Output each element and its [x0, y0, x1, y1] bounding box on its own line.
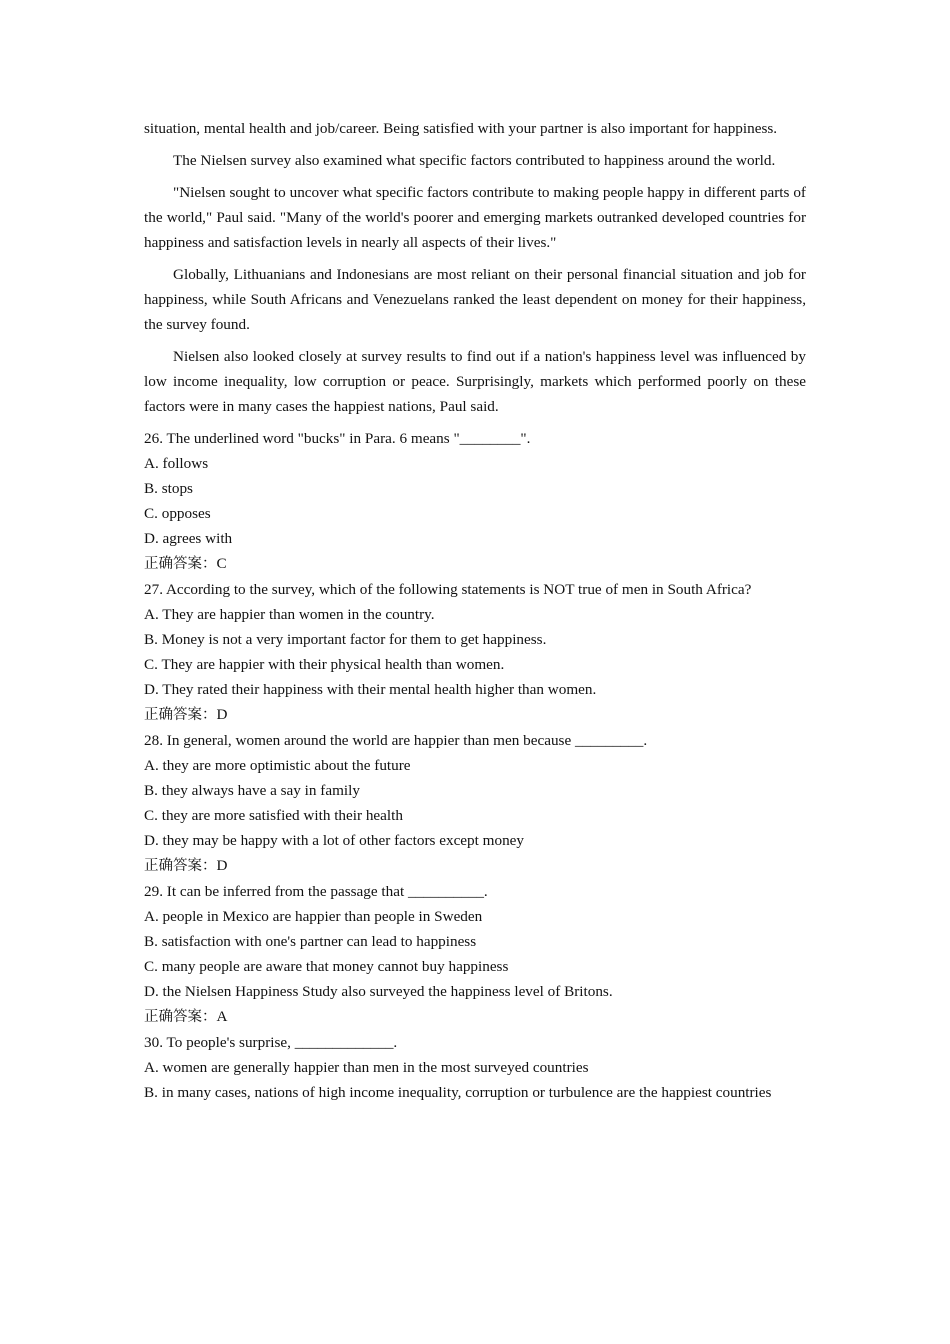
answer-option: D. agrees with [144, 530, 233, 547]
correct-answer-label: 正确答案： [144, 707, 217, 723]
answer-option: A. women are generally happier than men in the most surveyed countries [144, 1059, 589, 1076]
answer-option: A. they are more optimistic about the future [144, 757, 411, 774]
answer-option: B. in many cases, nations of high income inequality, corruption or turbulence are the happiest countries [144, 1084, 772, 1101]
correct-answer [144, 853, 806, 879]
question-stem: 26. The underlined word "bucks" in Para. 6 means "________". [144, 430, 531, 447]
answer-option: A. people in Mexico are happier than people in Sweden [144, 908, 483, 925]
reading-passage [144, 116, 806, 419]
answer-option: B. Money is not a very important factor for them to get happiness. [144, 631, 547, 648]
question-27 [144, 577, 806, 728]
passage-paragraph: Globally, Lithuanians and Indonesians are most reliant on their personal financial situation and job for happiness, while South Africans and Venezuelans ranked the least dependent on money for their happiness, the survey found. [144, 266, 806, 333]
answer-option: D. They rated their happiness with their mental health higher than women. [144, 681, 597, 698]
answer-option: A. They are happier than women in the country. [144, 606, 435, 623]
answer-option: B. satisfaction with one's partner can lead to happiness [144, 933, 477, 950]
question-stem: 28. In general, women around the world are happier than men because _________. [144, 732, 648, 749]
answer-option: C. They are happier with their physical health than women. [144, 656, 505, 673]
passage-paragraph: Nielsen also looked closely at survey results to find out if a nation's happiness level was influenced by low income inequality, low corruption or peace. Surprisingly, markets which performed poorly on these factors were in many cases the happiest nations, Paul said. [144, 348, 806, 415]
passage-paragraph: The Nielsen survey also examined what specific factors contributed to happiness around the world. [173, 152, 776, 169]
answer-option: A. follows [144, 455, 209, 472]
question-stem: 27. According to the survey, which of the following statements is NOT true of men in South Africa? [144, 581, 752, 598]
correct-answer [144, 551, 806, 577]
answer-option: D. they may be happy with a lot of other factors except money [144, 832, 524, 849]
document-page [144, 116, 806, 1105]
question-28 [144, 728, 806, 879]
answer-option: C. they are more satisfied with their health [144, 807, 403, 824]
correct-answer-label: 正确答案： [144, 858, 217, 874]
correct-answer-value: A [216, 1008, 228, 1025]
question-stem: 29. It can be inferred from the passage that __________. [144, 883, 488, 900]
answer-option: B. they always have a say in family [144, 782, 360, 799]
correct-answer-value: D [216, 857, 228, 874]
question-30 [144, 1030, 806, 1105]
question-29 [144, 879, 806, 1030]
answer-option: D. the Nielsen Happiness Study also surveyed the happiness level of Britons. [144, 983, 613, 1000]
correct-answer-value: C [216, 555, 227, 572]
answer-option: C. many people are aware that money cannot buy happiness [144, 958, 509, 975]
question-stem: 30. To people's surprise, _____________. [144, 1034, 398, 1051]
correct-answer-label: 正确答案： [144, 556, 217, 572]
correct-answer [144, 702, 806, 728]
answer-option: B. stops [144, 480, 193, 497]
passage-paragraph: situation, mental health and job/career. Being satisfied with your partner is also important for happiness. [144, 120, 778, 137]
correct-answer-value: D [216, 706, 228, 723]
correct-answer-label: 正确答案： [144, 1009, 217, 1025]
question-list [144, 426, 806, 1105]
question-26 [144, 426, 806, 577]
answer-option: C. opposes [144, 505, 211, 522]
passage-paragraph: "Nielsen sought to uncover what specific factors contribute to making people happy in different parts of the world," Paul said. "Many of the world's poorer and emerging markets outranked developed countries for happiness and satisfaction levels in nearly all aspects of their lives." [144, 184, 806, 251]
correct-answer [144, 1004, 806, 1030]
